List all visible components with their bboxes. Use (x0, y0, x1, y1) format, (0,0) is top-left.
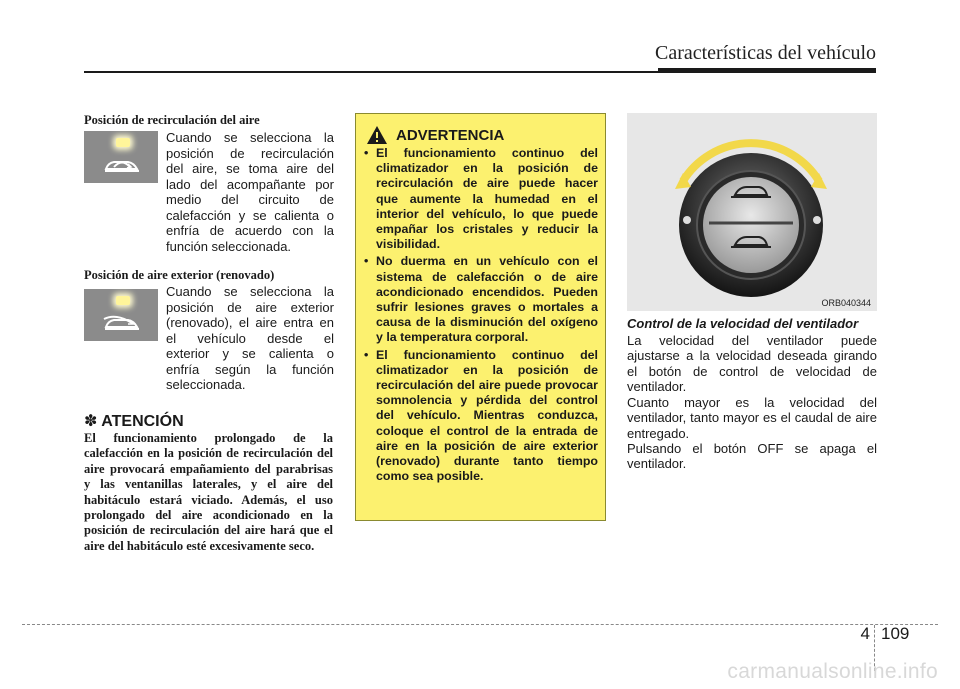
chapter-number: 4 (860, 624, 870, 643)
fan-speed-knob-image (627, 113, 877, 311)
recirc-heading: Posición de recirculación del aire (84, 113, 260, 127)
watermark: carmanualsonline.info (727, 660, 938, 683)
fan-speed-para-3: Pulsando el botón OFF se apaga el ventilador. (627, 441, 877, 472)
car-fresh-air-icon (102, 313, 142, 335)
description-line: el vehículo desde el (166, 330, 334, 346)
description-line: exterior y se calienta o (166, 346, 334, 361)
warning-triangle-icon (366, 125, 388, 145)
description-line: (renovado), el aire entra en (166, 315, 334, 330)
fan-speed-title: Control de la velocidad del ventilador (627, 316, 859, 331)
attention-body: El funcionamiento prolongado de la calefacción en la posición de recirculación del aire provocará empañamiento del parabrisas y las ventanillas laterales, y el aire del habitáculo estará viciado. Además, el uso prolongado del aire acondicionado en la posición de recirculación del aire hará que el aire del habitáculo esté excesivamente seco. (84, 431, 333, 553)
description-line: posición de recirculación (166, 145, 334, 161)
description-line: del aire, se toma aire del (166, 161, 334, 176)
attention-title: ✽ ATENCIÓN (84, 413, 184, 430)
warning-header (366, 125, 504, 145)
description-line: función seleccionada. (166, 238, 292, 254)
page-number: 109 (881, 624, 910, 643)
indicator-light-icon (116, 296, 130, 305)
fresh-heading: Posición de aire exterior (renovado) (84, 268, 275, 282)
description-line: lado del acompañante por (166, 176, 334, 192)
warning-item: • El funcionamiento continuo del climatizador en la posición de recirculación de aire puede hacer que aumente la humedad en el interior del vehículo, lo que puede empañar los cristales y reducir la visibilidad. (362, 146, 598, 252)
image-code: ORB040344 (821, 298, 871, 308)
fresh-air-button-icon (84, 289, 158, 341)
recirc-button-icon (84, 131, 158, 183)
fan-speed-para-2: Cuanto mayor es la velocidad del ventilador, tanto mayor es el caudal de aire entregado. (627, 395, 877, 441)
description-line: seleccionada. (166, 377, 246, 392)
description-line: Cuando se selecciona la (166, 130, 334, 145)
footer-rule (22, 624, 938, 625)
description-line: medio del circuito de (166, 192, 334, 207)
recirc-description (166, 130, 334, 254)
description-line: posición de aire exterior (166, 299, 334, 315)
warning-list (362, 146, 598, 486)
fan-speed-para-1: La velocidad del ventilador puede ajustarse a la velocidad deseada girando el botón de control de velocidad de ventilador. (627, 333, 877, 394)
fresh-description (166, 284, 334, 393)
warning-title: ADVERTENCIA (396, 126, 505, 144)
description-line: enfría de acuerdo con la (166, 223, 334, 238)
header-rule-accent (658, 68, 876, 73)
description-line: calefacción y se calienta o (166, 207, 334, 223)
warning-item: • El funcionamiento continuo del climatizador en la posición de recirculación del aire puede provocar somnolencia y pérdida del control del vehículo. Mientras conduzca, coloque el control de la entrada de aire en la posición de aire exterior (renovado) durante tanto tiempo como sea posible. (362, 348, 598, 485)
warning-item: • No duerma en un vehículo con el sistema de calefacción o de aire acondicionado encendidos. Pueden sufrir lesiones graves o mortales a causa de la disminución del oxígeno y la temperatura corporal. (362, 254, 598, 345)
description-line: enfría según la función (166, 361, 334, 377)
indicator-light-icon (116, 138, 130, 147)
fan-knob-illustration (627, 113, 877, 311)
page-header-title: Características del vehículo (654, 42, 876, 64)
car-recirculation-icon (102, 155, 142, 177)
description-line: Cuando se selecciona la (166, 284, 334, 299)
warning-box (355, 113, 606, 521)
